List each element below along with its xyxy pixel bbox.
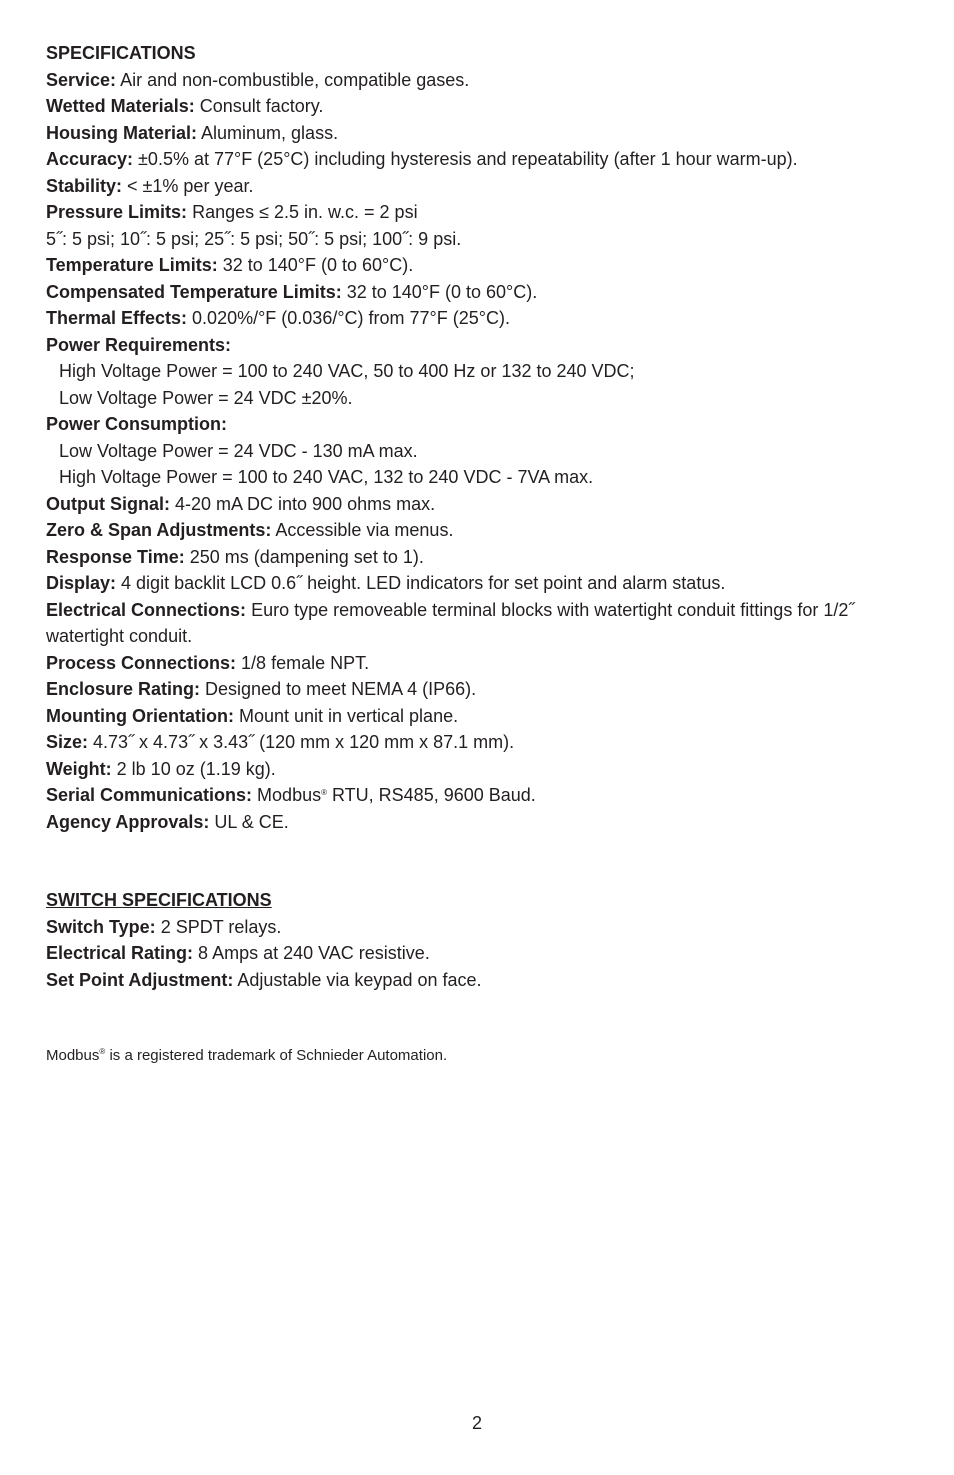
switch-line-switch-type — [46, 914, 906, 941]
spec-label: Mounting Orientation: — [46, 705, 234, 726]
footnote-brand: Modbus — [46, 1047, 100, 1064]
spec-value: 5˝: 5 psi; 10˝: 5 psi; 25˝: 5 psi; 50˝: 5 psi; 100˝: 9 psi. — [46, 228, 462, 249]
trademark-footnote — [46, 1046, 906, 1066]
document-page — [46, 40, 906, 1066]
spec-line-compensated-temperature-limits — [46, 279, 906, 306]
spec-label: Wetted Materials: — [46, 96, 195, 116]
spec-value: 250 ms (dampening set to 1). — [184, 546, 424, 567]
spec-label: Set Point Adjustment: — [46, 969, 234, 990]
spec-label: Power Consumption: — [46, 414, 227, 434]
spec-label: Accuracy: — [46, 149, 134, 169]
spec-line-zero-span-adjustments — [46, 517, 906, 544]
footnote-text: is a registered trademark of Schnieder Automation. — [105, 1047, 448, 1064]
spec-value: 4 digit backlit LCD 0.6˝ height. LED indicators for set point and alarm status. — [116, 573, 726, 593]
spec-label: Display: — [46, 573, 117, 593]
spec-value: Aluminum, glass. — [197, 122, 339, 143]
spec-line-weight — [46, 756, 906, 783]
spec-value: Low Voltage Power = 24 VDC - 130 mA max. — [59, 440, 418, 461]
spec-value: < ±1% per year. — [122, 175, 254, 196]
spec-line-pressure-limits-ranges — [46, 226, 906, 253]
spec-value: Low Voltage Power = 24 VDC ±20%. — [59, 387, 353, 408]
spec-line-power-requirements — [46, 332, 906, 359]
switch-line-set-point-adjustment — [46, 967, 906, 994]
spec-label: Electrical Rating: — [46, 943, 194, 963]
spec-value: 32 to 140°F (0 to 60°C). — [217, 255, 414, 275]
spec-line-serial-communications — [46, 782, 906, 809]
spec-line-low-voltage-consumption — [46, 438, 906, 465]
spec-line-pressure-limits — [46, 199, 906, 226]
spec-value: Accessible via menus. — [271, 520, 454, 540]
spec-value: Air and non-combustible, compatible gases. — [116, 69, 470, 90]
spec-label: Housing Material: — [46, 122, 198, 143]
spec-label: Stability: — [46, 175, 123, 196]
spec-line-wetted-materials — [46, 93, 906, 120]
spec-value: Adjustable via keypad on face. — [233, 969, 482, 990]
spec-label: Agency Approvals: — [46, 811, 210, 832]
registered-mark: ® — [99, 1047, 106, 1056]
spec-line-service — [46, 67, 906, 94]
spec-value: 4-20 mA DC into 900 ohms max. — [169, 493, 436, 514]
spec-line-response-time — [46, 544, 906, 571]
spec-line-thermal-effects — [46, 305, 906, 332]
spec-line-size — [46, 729, 906, 756]
spec-line-temperature-limits — [46, 252, 906, 279]
specifications-heading: SPECIFICATIONS — [46, 43, 196, 63]
spec-label: Temperature Limits: — [46, 255, 218, 275]
page-number: 2 — [471, 1413, 482, 1433]
spec-line-mounting-orientation — [46, 703, 906, 730]
spec-value: ±0.5% at 77°F (25°C) including hysteresis and repeatability (after 1 hour warm-up). — [133, 149, 798, 169]
spec-label: Weight: — [46, 758, 112, 779]
spec-value: UL & CE. — [209, 811, 289, 832]
spec-line-process-connections — [46, 650, 906, 677]
registered-mark: ® — [321, 788, 327, 797]
spec-line-power-consumption — [46, 411, 906, 438]
spec-value: Modbus — [252, 785, 322, 805]
spec-line-high-voltage-power — [46, 358, 906, 385]
spec-label: Switch Type: — [46, 916, 156, 937]
spec-label: Process Connections: — [46, 652, 237, 673]
spec-label: Compensated Temperature Limits: — [46, 281, 342, 302]
switch-specifications-heading: SWITCH SPECIFICATIONS — [46, 890, 272, 910]
specifications-list — [46, 67, 906, 836]
spec-value: Mount unit in vertical plane. — [233, 705, 459, 726]
section-spacer — [46, 835, 906, 887]
spec-label: Enclosure Rating: — [46, 679, 201, 699]
spec-line-agency-approvals — [46, 809, 906, 836]
spec-value: 8 Amps at 240 VAC resistive. — [193, 943, 430, 963]
spec-line-low-voltage-power — [46, 385, 906, 412]
spec-label: Size: — [46, 732, 89, 752]
spec-value-suffix: RTU, RS485, 9600 Baud. — [327, 785, 536, 805]
spec-label: Pressure Limits: — [46, 202, 188, 222]
spec-line-enclosure-rating — [46, 676, 906, 703]
switch-line-electrical-rating — [46, 940, 906, 967]
spec-value: 1/8 female NPT. — [236, 652, 370, 673]
spec-line-stability — [46, 173, 906, 200]
spec-label: Zero & Span Adjustments: — [46, 520, 272, 540]
spec-value: 0.020%/°F (0.036/°C) from 77°F (25°C). — [187, 308, 510, 328]
spec-value: 2 SPDT relays. — [155, 916, 282, 937]
spec-label: Output Signal: — [46, 493, 170, 514]
spec-value: Euro type removeable terminal blocks with watertight conduit fittings for 1/2˝ watertight conduit. — [46, 599, 855, 646]
spec-value: Consult factory. — [194, 96, 324, 116]
spec-line-housing-material — [46, 120, 906, 147]
spec-label: Electrical Connections: — [46, 599, 247, 620]
switch-specifications-list — [46, 914, 906, 994]
spec-value: Ranges ≤ 2.5 in. w.c. = 2 psi — [187, 202, 418, 222]
spec-line-electrical-connections — [46, 597, 906, 650]
spec-value: 2 lb 10 oz (1.19 kg). — [111, 758, 276, 779]
spec-label: Thermal Effects: — [46, 308, 188, 328]
spec-label: Service: — [46, 69, 117, 90]
spec-line-accuracy — [46, 146, 906, 173]
spec-label: Power Requirements: — [46, 334, 232, 355]
spec-label: Response Time: — [46, 546, 185, 567]
footnote-spacer — [46, 993, 906, 1046]
spec-line-output-signal — [46, 491, 906, 518]
spec-value: 32 to 140°F (0 to 60°C). — [341, 281, 538, 302]
spec-line-high-voltage-consumption — [46, 464, 906, 491]
spec-label: Serial Communications: — [46, 785, 253, 805]
spec-line-display — [46, 570, 906, 597]
spec-value: 4.73˝ x 4.73˝ x 3.43˝ (120 mm x 120 mm x 87.1 mm). — [88, 732, 515, 752]
spec-value: High Voltage Power = 100 to 240 VAC, 132 to 240 VDC - 7VA max. — [59, 467, 594, 487]
spec-value: High Voltage Power = 100 to 240 VAC, 50 to 400 Hz or 132 to 240 VDC; — [59, 361, 635, 381]
spec-value: Designed to meet NEMA 4 (IP66). — [200, 679, 477, 699]
